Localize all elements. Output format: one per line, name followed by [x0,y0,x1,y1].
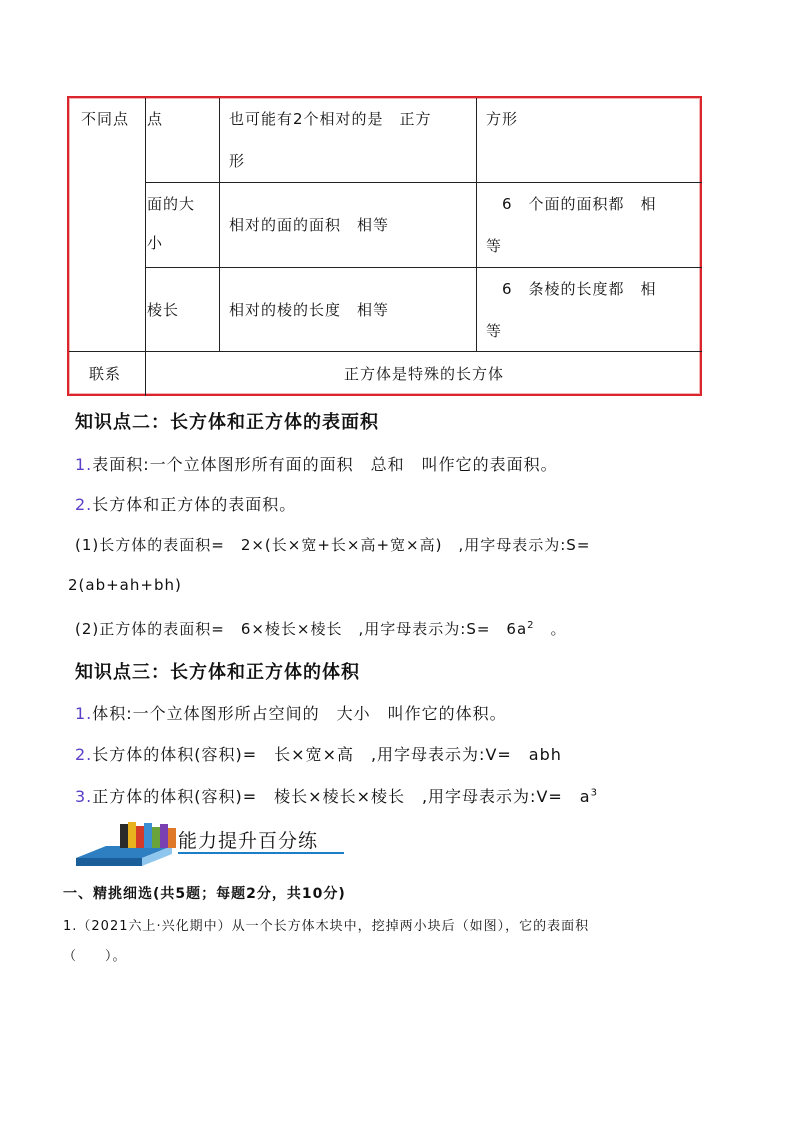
row2-cuboid: 相对的面的面积 相等 [229,216,390,234]
table-line [476,98,477,351]
row-header-link: 联系 [89,365,122,383]
sub2-sup: 2 [527,620,535,631]
row2-cube: 6 个面的面积都 相 [486,195,657,213]
row1-cuboid: 也可能有2个相对的是 正方 [229,110,432,128]
item-number: 3. [75,787,93,806]
item-text: 正方体的体积(容积)= 棱长×棱长×棱长 ,用字母表示为:V= a [92,787,591,806]
item-number: 1. [75,704,93,723]
row3-cuboid: 相对的棱的长度 相等 [229,301,390,319]
comparison-table [67,96,702,396]
section3-item2 [75,742,562,765]
item-text: 表面积:一个立体图形所有面的面积 总和 叫作它的表面积。 [92,455,558,474]
item3-sup: 3 [590,787,598,799]
section2-sub2 [75,618,567,639]
section2-sub1: (1)长方体的表面积= 2×(长×宽+长×高+宽×高) ,用字母表示为:S= [75,536,591,554]
table-line [69,351,702,352]
section2-item1 [75,452,558,475]
banner-title: 能力提升百分练 [178,830,319,852]
sub2-end: 。 [534,620,567,638]
link-text: 正方体是特殊的长方体 [343,365,504,383]
exercise-heading: 一、精挑细选(共5题；每题2分，共10分) [63,886,346,902]
item-number: 1. [75,455,93,474]
row-header-diff: 不同点 [81,110,130,128]
section2-sub1-wrap: 2(ab+ah+bh) [68,576,182,594]
question-1-line1: 1.（2021六上·兴化期中）从一个长方体木块中，挖掉两小块后（如图），它的表面积 [63,919,590,934]
sub2-main: (2)正方体的表面积= 6×棱长×棱长 ,用字母表示为:S= 6a [75,620,528,638]
row3-label: 棱长 [147,301,180,319]
row3-cube-wrap: 等 [486,322,503,340]
row2-label-wrap: 小 [147,234,164,252]
table-line [219,98,220,351]
row3-cube: 6 条棱的长度都 相 [486,280,657,298]
item-number: 2. [75,495,93,514]
section3-item1 [75,701,507,724]
section2-title: 知识点二：长方体和正方体的表面积 [75,412,379,433]
section3-title: 知识点三：长方体和正方体的体积 [75,662,360,683]
question-1-line2: （ ）。 [63,949,127,964]
row2-cube-wrap: 等 [486,237,503,255]
row2-label: 面的大 [147,195,196,213]
row1-cuboid-wrap: 形 [229,152,246,170]
books-icon [72,818,182,874]
section2-item2 [75,492,296,515]
banner-underline [178,852,344,854]
row1-label: 点 [147,110,164,128]
item-text: 体积:一个立体图形所占空间的 大小 叫作它的体积。 [92,704,507,723]
section3-item3 [75,784,598,807]
row1-cube: 方形 [486,110,519,128]
table-line [145,98,146,351]
item-number: 2. [75,745,93,764]
item-text: 长方体的体积(容积)= 长×宽×高 ,用字母表示为:V= abh [92,745,562,764]
item-text: 长方体和正方体的表面积。 [92,495,297,514]
